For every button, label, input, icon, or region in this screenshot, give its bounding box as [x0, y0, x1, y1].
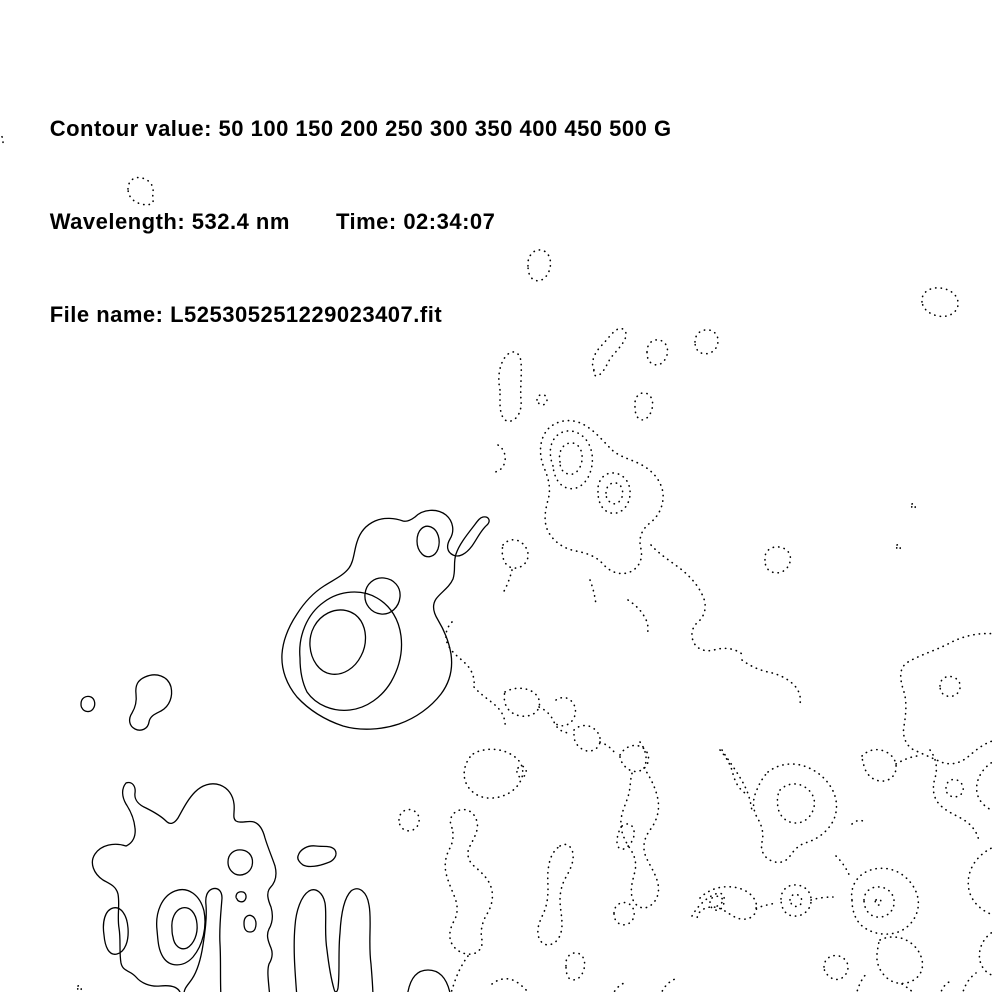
contour-line-dotted: [550, 431, 592, 489]
contour-line-solid: [365, 578, 400, 614]
contour-line-dotted: [979, 930, 992, 977]
contour-line-dotted: [852, 820, 866, 824]
contour-line-dotted: [574, 726, 600, 752]
contour-line-dotted: [777, 784, 814, 823]
contour-line-dotted: [554, 698, 575, 726]
contour-line-dotted: [962, 973, 976, 992]
contour-line-dotted: [517, 766, 526, 777]
contour-line-dotted: [977, 760, 992, 812]
contour-line-dotted: [612, 982, 627, 992]
contour-line-dotted: [538, 844, 573, 944]
contour-line-dotted: [504, 688, 539, 716]
contour-line-dotted: [862, 750, 896, 782]
contour-line-dotted: [635, 393, 653, 420]
contour-line-dotted: [539, 707, 570, 733]
contour-line-solid: [103, 908, 128, 955]
contour-line-solid: [294, 889, 373, 992]
contour-line-dotted: [836, 856, 850, 877]
contour-line-dotted: [811, 897, 833, 900]
contour-line-dotted: [499, 352, 521, 421]
contour-line-dotted: [692, 893, 724, 916]
contour-line-dotted: [590, 580, 596, 605]
contour-line-solid: [81, 696, 95, 711]
contour-line-solid: [172, 908, 197, 949]
wavelength-text: Wavelength: 532.4 nm: [49, 209, 290, 234]
contour-line-dotted: [695, 330, 718, 354]
contour-line-dotted: [540, 421, 663, 574]
contour-line-dotted: [781, 885, 811, 916]
contour-line-dotted: [824, 956, 848, 980]
contour-line-dotted: [765, 547, 791, 573]
contour-line-dotted: [620, 745, 649, 771]
contour-line-solid: [236, 892, 246, 902]
filename-text: File name: L525305251229023407.fit: [49, 302, 443, 327]
contour-line-dotted: [598, 473, 630, 513]
contour-line-solid: [310, 610, 366, 674]
contour-line-dotted: [968, 846, 992, 916]
wavelength-time-line: [10, 175, 672, 234]
contour-line-solid: [228, 850, 253, 875]
contour-line-dotted: [720, 750, 745, 793]
contour-line-dotted: [651, 545, 742, 654]
contour-line-dotted: [621, 742, 659, 908]
contour-line-solid: [407, 970, 451, 992]
contour-line-dotted: [445, 810, 492, 955]
contour-line-solid: [417, 526, 439, 556]
contour-line-dotted: [451, 956, 468, 992]
contour-line-dotted: [474, 687, 505, 728]
contour-line-dotted: [537, 395, 547, 405]
contour-line-dotted: [464, 749, 523, 798]
contour-line-solid: [298, 846, 336, 867]
contour-line-dotted: [78, 986, 82, 991]
contour-values-text: Contour value: 50 100 150 200 250 300 350 400 450 500 G: [49, 116, 672, 141]
contour-line-dotted: [660, 979, 675, 992]
contour-line-dotted: [852, 868, 919, 934]
time-text: Time: 02:34:07: [335, 209, 496, 234]
contour-line-dotted: [922, 288, 958, 317]
contour-line-solid: [92, 783, 276, 992]
contour-line-dotted: [877, 937, 923, 983]
contour-line-dotted: [875, 899, 881, 905]
contour-line-dotted: [628, 600, 648, 635]
contour-line-dotted: [946, 779, 963, 796]
contour-line-dotted: [606, 483, 623, 504]
contour-line-dotted: [902, 984, 917, 992]
contour-line-solid: [244, 915, 256, 932]
contour-line-dotted: [790, 894, 802, 906]
contour-line-dotted: [503, 570, 512, 593]
contour-line-dotted: [600, 742, 615, 753]
contour-line-dotted: [697, 887, 756, 922]
contour-line-dotted: [742, 660, 800, 707]
contour-line-dotted: [864, 887, 894, 917]
plot-header: [10, 20, 672, 361]
contour-line-dotted: [566, 953, 585, 980]
contour-line-dotted: [940, 982, 949, 992]
contour-line-dotted: [614, 903, 634, 925]
contour-line-dotted: [940, 676, 960, 696]
contour-line-dotted: [856, 972, 868, 992]
contour-line-dotted: [756, 903, 777, 908]
contour-line-dotted: [754, 764, 837, 862]
contour-line-solid: [300, 592, 402, 710]
contour-line-dotted: [399, 810, 419, 831]
contour-line-solid: [282, 510, 489, 729]
contour-line-dotted: [896, 756, 917, 764]
contour-line-dotted: [492, 979, 533, 992]
contour-line-dotted: [0, 133, 3, 147]
contour-line-dotted: [495, 445, 505, 472]
contour-line-dotted: [502, 540, 528, 568]
filename-line: [10, 268, 672, 327]
contour-line-dotted: [901, 633, 992, 763]
contour-line-dotted: [559, 443, 582, 474]
contour-line-dotted: [912, 504, 916, 509]
contour-values-line: [10, 82, 672, 141]
contour-line-dotted: [617, 824, 634, 849]
contour-line-solid: [130, 675, 172, 730]
contour-line-dotted: [897, 545, 901, 550]
